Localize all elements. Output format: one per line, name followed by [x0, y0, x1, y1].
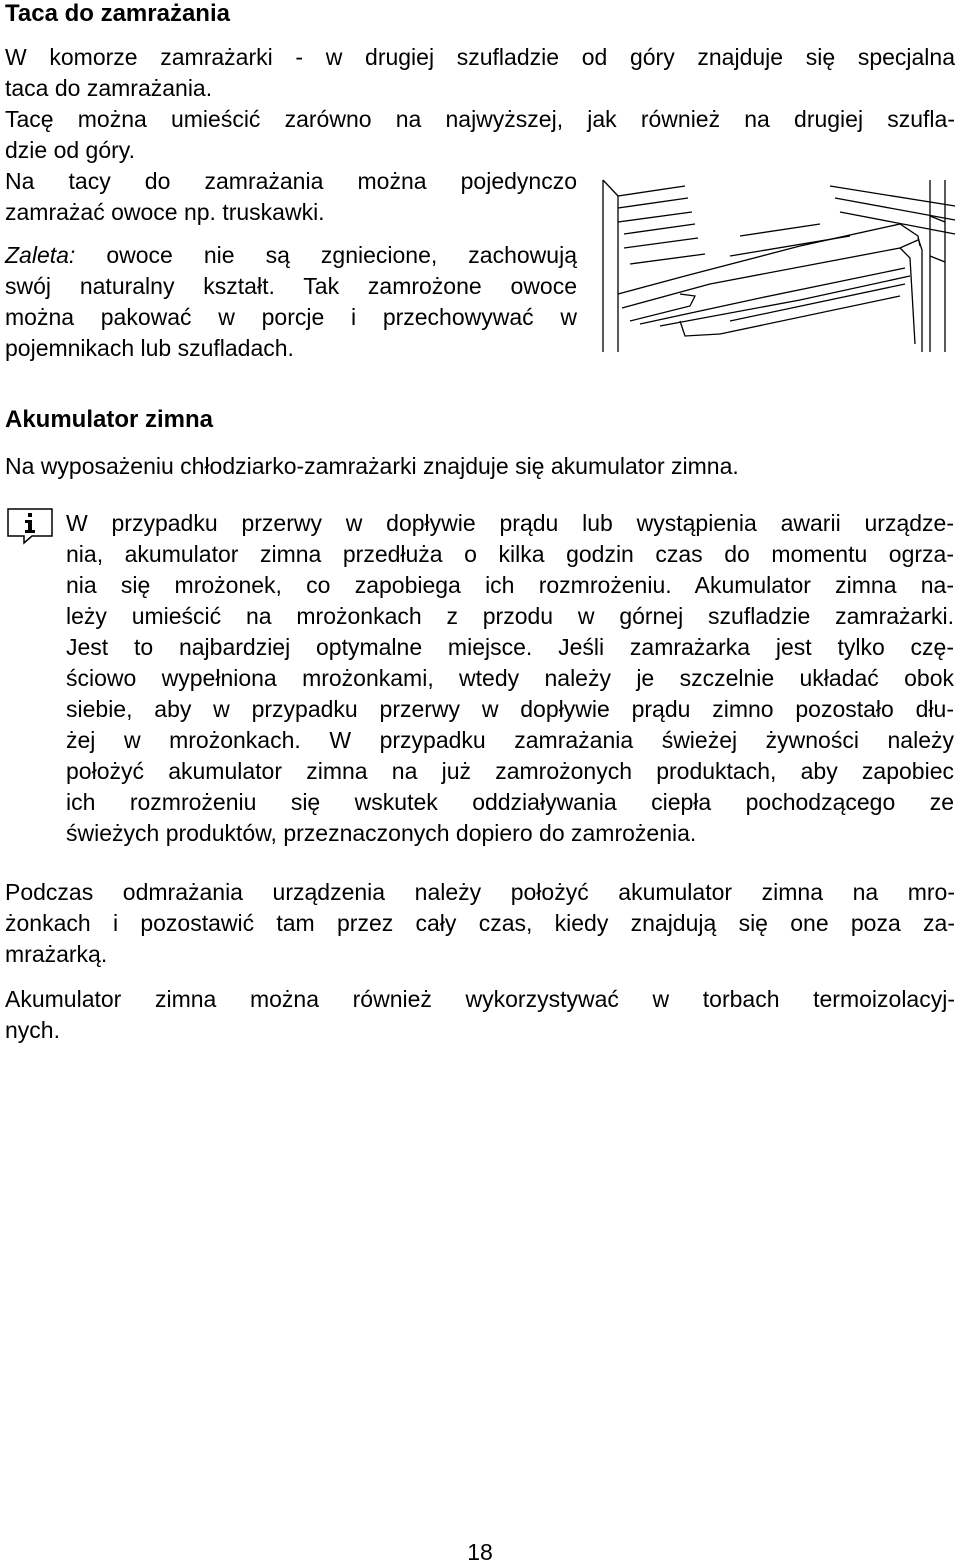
- text-line: można pakować w porcje i przechowywać w: [5, 304, 577, 330]
- text-line: siebie, aby w przypadku przerwy w dopływie prądu zimno pozostało dłu-: [66, 696, 954, 722]
- text-line: [5, 240, 577, 271]
- text-line: nia się mrożonek, co zapobiega ich rozmrożeniu. Akumulator zimna na-: [66, 572, 954, 598]
- text-line: Na wyposażeniu chłodziarko-zamrażarki znajduje się akumulator zimna.: [5, 453, 739, 479]
- text-line: nych.: [5, 1017, 60, 1043]
- text-line: położyć akumulator zimna na już zamrożonych produktach, aby zapobiec: [66, 758, 954, 784]
- text-line: pojemnikach lub szufladach.: [5, 335, 294, 361]
- text-line: ściowo wypełniona mrożonkami, wtedy należy je szczelnie układać obok: [66, 665, 954, 691]
- text-line: mrażarką.: [5, 941, 108, 967]
- paragraph-thermal-bags: [5, 984, 955, 1046]
- paragraph-defrosting: [5, 877, 955, 970]
- text-line: Jest to najbardziej optymalne miejsce. Jeśli zamrażarka jest tylko czę-: [66, 634, 954, 660]
- text-line: ich rozmrożeniu się wskutek oddziaływania ciepła pochodzącego ze: [66, 789, 954, 815]
- text-line: taca do zamrażania.: [5, 75, 213, 101]
- section-title-cold-accumulator: Akumulator zimna: [5, 406, 214, 433]
- page-number: 18: [467, 1539, 493, 1565]
- text-line: W przypadku przerwy w dopływie prądu lub wystąpienia awarii urządze-: [66, 510, 954, 536]
- text-line: Na tacy do zamrażania można pojedynczo: [5, 168, 577, 194]
- text-line: Tacę można umieścić zarówno na najwyższej, jak również na drugiej szufla-: [5, 106, 955, 132]
- info-note-power-failure: [66, 508, 954, 849]
- section-title-freezing-tray: Taca do zamrażania: [5, 0, 230, 27]
- text-line: leży umieścić na mrożonkach z przodu w górnej szufladzie zamrażarki.: [66, 603, 954, 629]
- text-line: żej w mrożonkach. W przypadku zamrażania świeżej żywności należy: [66, 727, 954, 753]
- text-line: Podczas odmrażania urządzenia należy położyć akumulator zimna na mro-: [5, 879, 955, 905]
- text-line: żonkach i pozostawić tam przez cały czas, kiedy znajdują się one poza za-: [5, 910, 955, 936]
- text-line: zamrażać owoce np. truskawki.: [5, 199, 325, 225]
- text-line: nia, akumulator zimna przedłuża o kilka godzin czas do momentu ogrza-: [66, 541, 954, 567]
- paragraph-advantage: [5, 240, 577, 364]
- advantage-label: Zaleta:: [5, 242, 76, 268]
- info-icon: [4, 506, 56, 546]
- paragraph-fruit-freezing: [5, 166, 577, 228]
- advantage-text: owoce nie są zgniecione, zachowują: [75, 242, 577, 268]
- text-line: swój naturalny kształt. Tak zamrożone owoce: [5, 273, 577, 299]
- text-line: świeżych produktów, przeznaczonych dopiero do zamrożenia.: [66, 820, 697, 846]
- text-line: W komorze zamrażarki - w drugiej szufladzie od góry znajduje się specjalna: [5, 44, 955, 70]
- paragraph-freezing-tray-intro: [5, 42, 955, 166]
- freezer-tray-illustration: [600, 176, 958, 354]
- text-line: dzie od góry.: [5, 137, 135, 163]
- paragraph-accumulator-intro: [5, 451, 955, 482]
- text-line: Akumulator zimna można również wykorzystywać w torbach termoizolacyj-: [5, 986, 955, 1012]
